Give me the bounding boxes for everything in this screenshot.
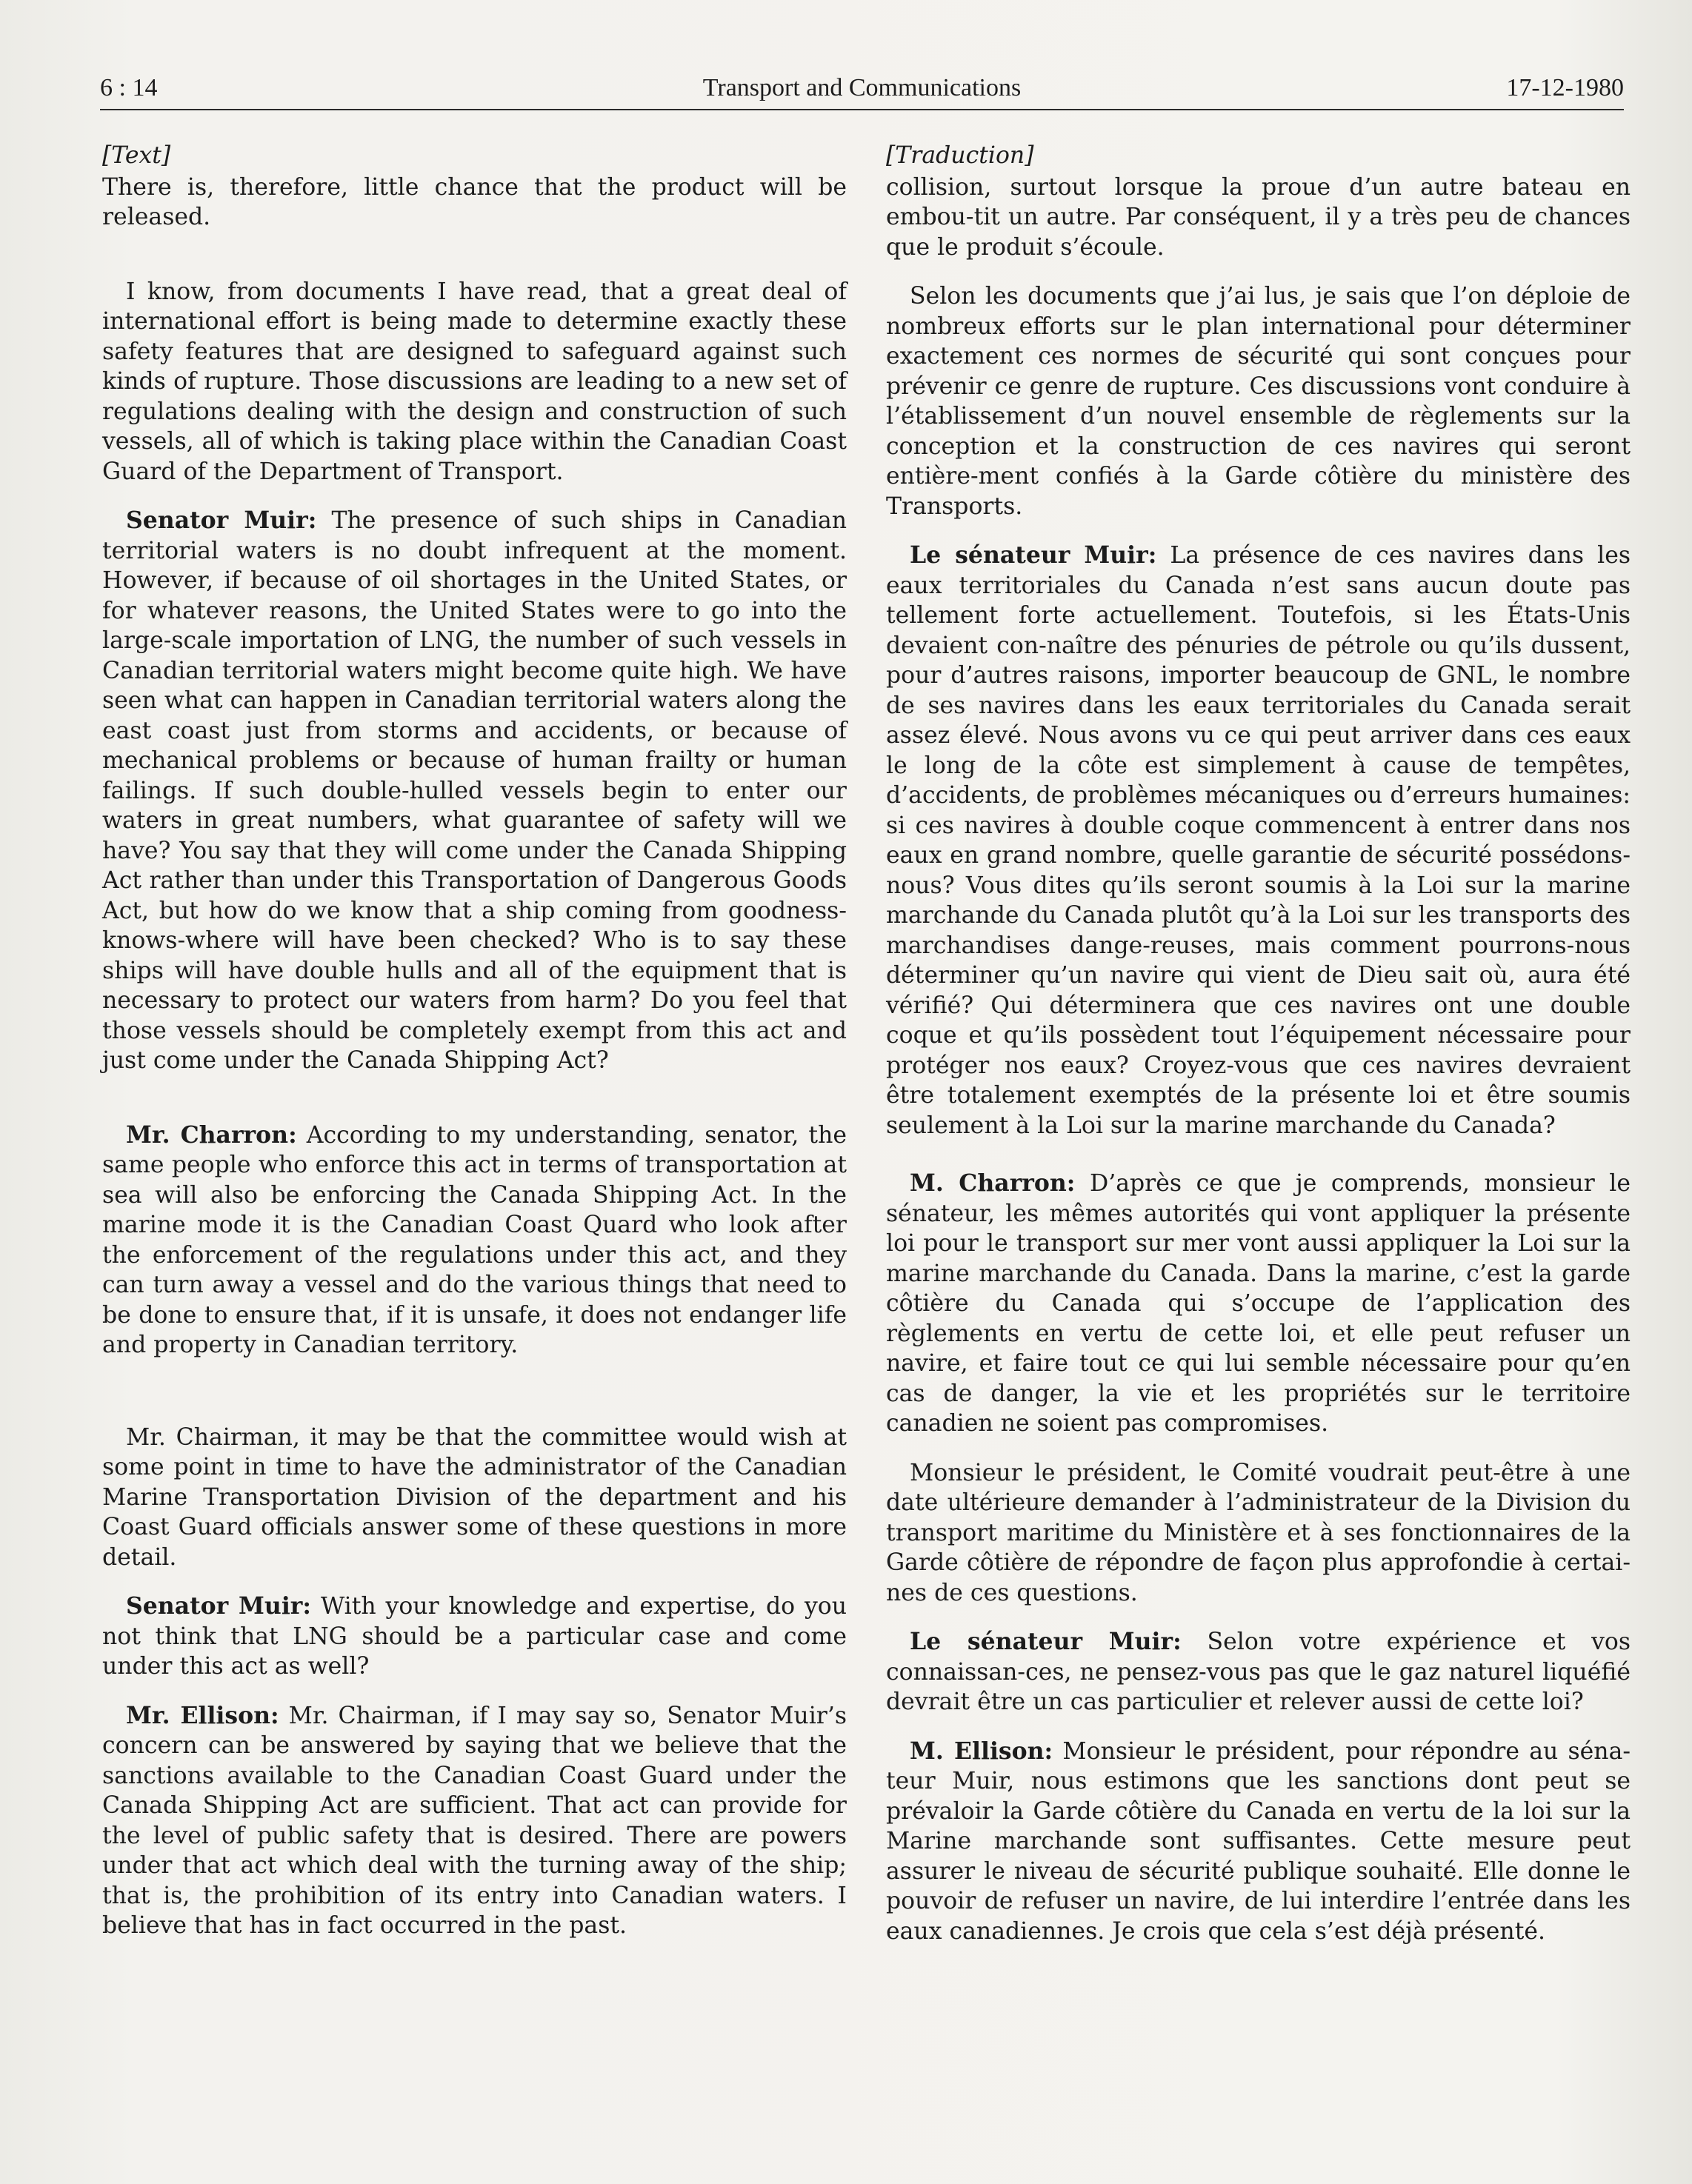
page-number: 6 : 14 [100,74,158,101]
left-column-tag: [Text] [102,142,171,169]
paragraph-text: I know, from documents I have read, that a great deal of international effort is being made to determine exactly these safety features that are designed to safeguard against such kinds of rupture. Those discussions are leading to a new set of regulations dealing with the design and construction of such vessels, all of which is taking place within the Canadian Coast Guard of the Department of Transport. [102,278,847,485]
running-title: Transport and Communications [702,74,1022,101]
paragraph [102,1121,847,1360]
page-header [100,71,1624,105]
right-column [886,141,1631,1946]
paragraph-text: La présence de ces navires dans les eaux territoriales du Canada n’est sans aucun doute pas tellement forte actuellement. Toutefois, si les États-Unis devaient con-naître des pénuries de pétrole ou qu’ils dussent, pour d’autres raisons, importer beaucoup de GNL, le nombre de ses navires dans les eaux territoriales du Canada serait assez élevé. Nous avons vu ce qui peut arriver dans ces eaux le long de la côte est simplement à cause de tempêtes, d’accidents, de problèmes mécaniques ou d’erreurs humaines: si ces navires à double coque commencent à entrer dans nos eaux en grand nombre, quelle garantie de sécurité possédons-nous? Vous dites qu’ils seront soumis à la Loi sur la marine marchande du Canada plutôt qu’à la Loi sur les transports des marchandises dange-reuses, mais comment pourrons-nous déterminer qu’un navire qui vient de Dieu sait où, aura été vérifié? Qui déterminera que ces navires ont une double coque et qu’ils possèdent tout l’équipement nécessaire pour protéger nos eaux? Croyez-vous que ces navires devraient être totalement exemptés de la présente loi et être soumis seulement à la Loi sur la marine marchande du Canada? [886,542,1631,1139]
speaker-name: Le sénateur Muir: [910,541,1157,569]
header-date: 17-12-1980 [1506,74,1624,101]
paragraph-text: Selon les documents que j’ai lus, je sais que l’on déploie de nombreux efforts sur le plan international pour déterminer exactement ces normes de sécurité qui sont conçues pour prévenir ce genre de rupture. Ces discussions vont conduire à l’établissement d’un nouvel ensemble de règlements sur la conception et la construction de ces navires qui seront entière-ment confiés à la Garde côtière du ministère des Transports. [886,283,1631,520]
speaker-name: Mr. Charron: [126,1121,297,1149]
speaker-name: Senator Muir: [126,507,317,534]
speaker-name: M. Charron: [910,1169,1076,1197]
paragraph-text: Selon votre expérience et vos connaissan-ces, ne pensez-vous pas que le gaz naturel liquéfié devrait être un cas particulier et relever aussi de cette loi? [886,1629,1631,1715]
paragraph [102,1592,847,1682]
right-column-tag: [Traduction] [886,142,1034,169]
paragraph-text: Mr. Chairman, it may be that the committee would wish at some point in time to have the administrator of the Canadian Marine Transportation Division of the department and his Coast Guard officials answer some of these questions in more detail. [102,1423,847,1571]
paragraph-text: D’après ce que je comprends, monsieur le sénateur, les mêmes autorités qui vont appliquer la présente loi pour le transport sur mer vont aussi appliquer la Loi sur la marine marchande du Canada. Dans la marine, c’est la garde côtière du Canada qui s’occupe de l’application des règlements en vertu de cette loi, et elle peut refuser un navire, et faire tout ce qui lui semble nécessaire pour qu’en cas de danger, la vie et les propriétés sur le territoire canadien ne soient pas compromises. [886,1170,1631,1437]
paragraph [102,506,847,1076]
paragraph [886,1169,1631,1439]
paragraph [102,277,847,487]
paragraph [886,541,1631,1141]
paragraph [102,173,847,233]
paragraph [886,1458,1631,1609]
paragraph-text: Mr. Chairman, if I may say so, Senator Muir’s concern can be answered by saying that we believe that the sanctions available to the Canadian Coast Guard under the Canada Shipping Act are sufficient. That act can provide for the level of public safety that is desired. There are powers under that act which deal with the turning away of the ship; that is, the prohibition of its entry into Canadian waters. I believe that has in fact occurred in the past. [102,1702,847,1939]
header-rule [100,109,1624,110]
paragraph [886,173,1631,263]
speaker-name: Mr. Ellison: [126,1701,279,1729]
paragraph-text: There is, therefore, little chance that the product will be released. [102,173,847,230]
paragraph-text: With your knowledge and expertise, do you not think that LNG should be a particular case and come under this act as well? [102,1593,847,1680]
paragraph-text: The presence of such ships in Canadian territorial waters is no doubt infrequent at the moment. However, if because of oil shortages in the United States, or for whatever reasons, the United States were to go into the large-scale importation of LNG, the number of such vessels in Canadian territorial waters might become quite high. We have seen what can happen in Canadian territorial waters along the east coast just from storms and accidents, or because of mechanical problems or because of human frailty or human failings. If such double-hulled vessels begin to enter our waters in great numbers, what guarantee of safety will we have? You say that they will come under the Canada Shipping Act rather than under this Transportation of Dangerous Goods Act, but how do we know that a ship coming from goodness-knows-where will have been checked? Who is to say these ships will have double hulls and all of the equipment that is necessary to protect our waters from harm? Do you feel that those vessels should be completely exempt from this act and just come under the Canada Shipping Act? [102,507,847,1074]
paragraph [102,1701,847,1941]
paragraph-text: Monsieur le président, le Comité voudrait peut-être à une date ultérieure demander à l’administrateur de la Division du transport maritime du Ministère et à ses fonctionnaires de la Garde côtière de répondre de façon plus approfondie à certai-nes de ces questions. [886,1459,1631,1606]
paragraph [886,1627,1631,1717]
paragraph-text: collision, surtout lorsque la proue d’un autre bateau en embou-tit un autre. Par conséquent, il y a très peu de chances que le produit s’écoule. [886,173,1631,261]
paragraph [886,281,1631,521]
paragraph [886,1737,1631,1947]
speaker-name: Le sénateur Muir: [910,1628,1182,1655]
paragraph-text: According to my understanding, senator, the same people who enforce this act in terms of transportation at sea will also be enforcing the Canada Shipping Act. In the marine mode it is the Canadian Coast Quard who look after the enforcement of the regulations under this act, and they can turn away a vessel and do the various things that need to be done to ensure that, if it is unsafe, it does not endanger life and property in Canadian territory. [102,1121,847,1358]
speaker-name: M. Ellison: [910,1737,1053,1765]
paragraph-text: Monsieur le président, pour répondre au séna-teur Muir, nous estimons que les sanctions dont peut se prévaloir la Garde côtière du Canada en vertu de la loi sur la Marine marchande sont suffisantes. Cette mesure peut assurer le niveau de sécurité publique souhaité. Elle donne le pouvoir de refuser un navire, de lui interdire l’entrée dans les eaux canadiennes. Je crois que cela s’est déjà présenté. [886,1737,1631,1945]
left-column [102,141,847,1941]
speaker-name: Senator Muir: [126,1592,312,1620]
paragraph [102,1423,847,1573]
